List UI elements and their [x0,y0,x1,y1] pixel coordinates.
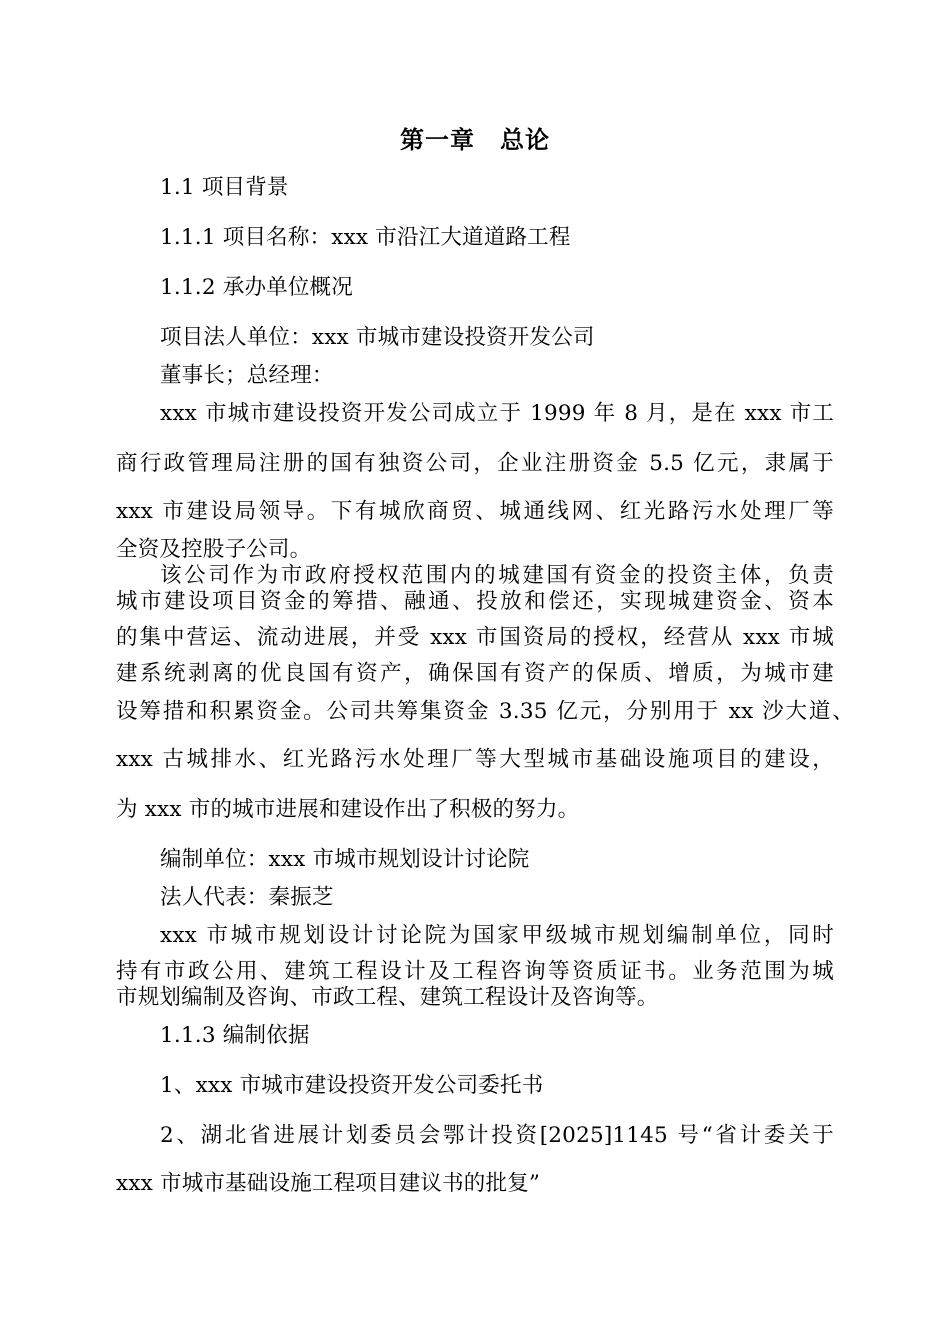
paragraph-line: 商行政管理局注册的国有独资公司，企业注册资金 5.5 亿元，隶属于 [116,451,834,476]
paragraph-line: 建系统剥离的优良国有资产，确保国有资产的保质、增质，为城市建 [116,661,834,686]
text-line: 董事长；总经理： [160,363,334,388]
paragraph-line: 该公司作为市政府授权范围内的城建国有资金的投资主体，负责 [160,563,834,588]
chapter-title: 第一章 总论 [400,126,550,154]
paragraph-line: 为 xxx 市的城市进展和建设作出了积极的努力。 [116,797,580,822]
paragraph-line: 的集中营运、流动进展，并受 xxx 市国资局的授权，经营从 xxx 市城 [116,625,834,650]
text-line: 法人代表：秦振芝 [160,885,334,910]
subsection-heading: 1.1.2 承办单位概况 [160,275,353,300]
paragraph-line: 持有市政公用、建筑工程设计及工程咨询等资质证书。业务范围为城 [116,959,834,984]
paragraph-line: 市规划编制及咨询、市政工程、建筑工程设计及咨询等。 [116,985,659,1010]
text-line: 项目法人单位：xxx 市城市建设投资开发公司 [160,325,595,350]
paragraph-line: xxx 市建设局领导。下有城欣商贸、城通线网、红光路污水处理厂等 [116,499,834,524]
paragraph-line: xxx 古城排水、红光路污水处理厂等大型城市基础设施项目的建设， [116,747,834,772]
paragraph-line: 城市建设项目资金的筹措、融通、投放和偿还，实现城建资金、资本 [116,589,834,614]
paragraph-line: xxx 市城市建设投资开发公司成立于 1999 年 8 月，是在 xxx 市工 [160,401,834,426]
paragraph-line: xxx 市城市规划设计讨论院为国家甲级城市规划编制单位，同时 [160,923,834,948]
list-item: 1、xxx 市城市建设投资开发公司委托书 [160,1073,544,1098]
paragraph-line: 全资及控股子公司。 [116,537,312,562]
text-line: 编制单位：xxx 市城市规划设计讨论院 [160,847,530,872]
paragraph-line: 设筹措和积累资金。公司共筹集资金 3.35 亿元，分别用于 xx 沙大道、 [116,699,854,724]
subsection-heading: 1.1.3 编制依据 [160,1023,310,1048]
list-item: 2、湖北省进展计划委员会鄂计投资[2025]1145 号“省计委关于 [160,1123,834,1148]
section-heading: 1.1 项目背景 [160,175,289,200]
subsection-heading: 1.1.1 项目名称：xxx 市沿江大道道路工程 [160,225,571,250]
list-item: xxx 市城市基础设施工程项目建议书的批复” [116,1171,541,1196]
